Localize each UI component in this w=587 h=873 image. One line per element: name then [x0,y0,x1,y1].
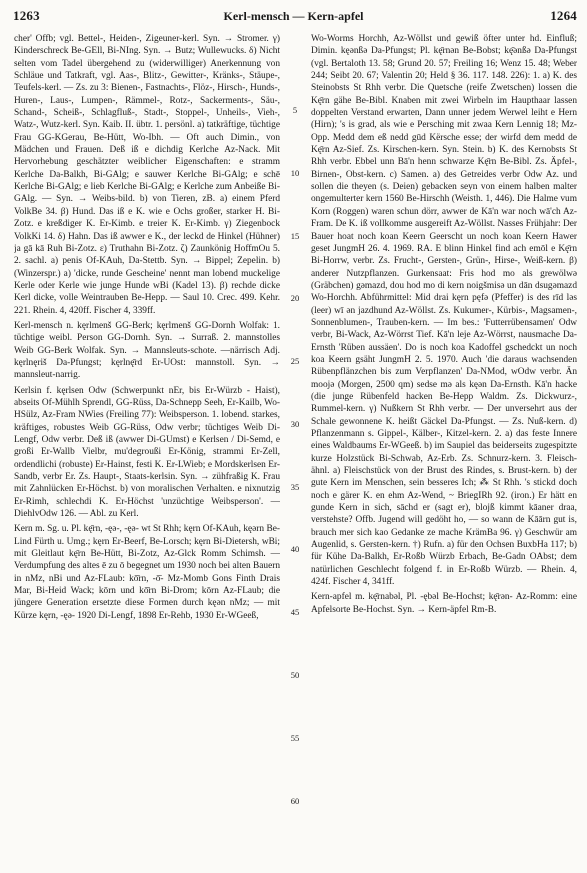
entry-kern: Kern m. Sg. u. Pl. kę̄rn, -ęə-, -ęə- wt St Rhh; kęrn Of-KAuh, kęərn Be-Lind Fürth u. Umg.; kęrn Er-Beerf, Be-Lorsch; kęrn Bi-Dietersh, wBi; mit Gleitlaut kę̄rn Be-Hütt, Bi-Zotz, Az-Glck Romm Schimsh. — Verdumpfung des altes ē zu ō begegnet um 1930 noch bei alten Bauern in nMz, nBi und Az-FLaub: kō̄rn, -ō̄- Mz-Momb Gons Finth Drais Mar, Bi-Heid Wack; kōrn und kō̄rn Bi-Drom; kōrn Az-FLaub; die jüngere Generation ersetzte diese Formen durch kęən nMz; — mit Kürze kęrn, -ęə- 1920 Di-Lengf, 1898 Er-Rehb, 1930 Er-WGeeß, [14,524,280,621]
line-number: 10 [290,168,300,178]
line-number: 15 [290,231,300,241]
entry-kern-continuation: Wo-Worms Horchh, Az-Wöllst und gewiß öfter unter hd. Einfluß; Dimin. kęənßə Da-Pfungst; Pl. kę̄rnən Be-Bobst; kę̄ənßə Da-Pfungst (vgl. Bertaloth 13. 58; Grund 20. 57; Freiling 16; Wenz 15. 48; Weber 244; Seibt 20. 67; Valentin 20; Held § 36. 117. 148. 226): 1. a) K. des Steinobsts St Rhh verbr. Die Quetsche (reife Zwetschen) lossen die Kę̄rn gähe Be-Bibl. Knaben mit zwei Wirbeln im Haupthaar lassen doppelten Verstand erwarten, Dann unner jedem Werwel leiht e Hern (Hirn); 's is grad, als wie e Persching mit zwaa Kern Lennig 18; Mz-Opp. Medd dem eß nedd gūd Kërsche esse; der wirfd dem medd de Kę̄rn Az-Sief. Zs. Kirschen-kern. Syn. Stein. b) K. des Kernobsts St Rhh verbr. Ebbel unn Bā'n henn schwarze Kę̄rn Be-Bibl. Zs. Äpfel-, Birnen-, Obst-kern. c) Samen. a) des Getreides verbr Odw Az. und sollen die theyen (s. Deien) gebacken seyn von einem halben malter ongemulterter kern 1560 Be-Hirschh (Weisth. 1, 446). Die Halme vum Korn (Roggen) waren schun dörr, awwer de Kā'n war noch wā'ch Az-Fram. De K. iß vollkomme ausgereift Az-Wöllst. Nasses Frühjahr: Der Bauer hoat noch koan Keern Geerscht un noch koan Keern Hawer geset JungmH 26. 4. 1969. RA. E blinn Hinkel find ach emōl e Kę̄rn Bi-Horrw, verbr. Zs. Frucht-, Gersten-, Grün-, Hirse-, Weiß-kern. β) anderer Nutzpflanzen. Gurkensaat: Fris hod mo als grewölwə (Gräbchen) gəmazd, dou hod mo di kern noigšmisə un dān dsugəmazd Wo-Horchh. Abführmittel: Mid drai kęrn pęfə (Pfeffer) is des rīd ləs (leer) wī ən jazdhund Az-Wöllst. Zs. Kukumer-, Kürbis-, Magsamen-, Sonnenblumen-, Trauben-kern. — Im bes.: 'Futterrübensamen' Odw verbr, Bi-Wack, Az-Wörrst Tief. Kā'n leje Az-Wörrst, nausmache Da-Ernsth 'Rüben aussäen'. Do is noch koa Kadoffel gschedckt un noch koa Keern gsäht JungmH 2. 5. 1970. Auch 'die daraus wachsenden Rübenpflänzchen bis zum Verpflanzen' Da-NMod, wOdw verbr. Än moojə (Morgen, 2500 qm) sedse mə als kęən Da-Ernsth. Kā'n hacke (die junge Rübenfeld hacken Be-Hepp Waldm. Zs. Dickwurz-, Rummel-kern. γ) Nußkern St Rhh verbr. — Der unversehrt aus der Schale gewonnene K. heißt Gäckel Da-Pfungst. — Zs. Nuß-kern. d) Pflanzenmann s. Gippel-, Kälber-, Kitzel-kern. 2. a) das feste Innere eines Waldbaums Er-WGeeß. b) im Saupiel das beiderseits zugespitzte kurze Holzstück Bi-Schwab, Az-Erb. Zs. Schnurz-kern. 3. Fleisch-ähnl. a) Fleischstück von der Brust des Rindes, s. Brust-kern. b) der gute Kern im Menschen, sein besseres Ich; ⁂ St Rhh. 's stickd doch noch e gärer K. en ehm Az-Wend, ~ BriegIRh 92. (iron.) Er hätt en gunde Kern in sich, sāchd er (sagt er), blojß kimmt kāaner draa, verstehste? Offb. Jugend will gedöht ho, — so wann de Kāārn gut is, brauch mer sich kao Gedanke ze mache KrämBa 96. γ) Geschwür am Augenlid, s. Gersten-kern. †) Rufn. a) für den Ochsen BuxbHa 117; b) für Kühe Da-Balkh, Er-Roßb Würzb Erbach, Be-Gadn OAbst; dem natürlichen Geschlecht folgend f. in Er-Roßb Würzb. — Rhein. 4, 424f. Fischer 4, 341ff. [311,34,577,588]
line-number: 40 [290,544,300,554]
right-column [311,33,577,865]
line-number: 45 [290,607,300,617]
line-number: 60 [290,796,300,806]
running-head: Kerl-mensch — Kern-apfel [223,9,364,23]
line-number: 5 [292,105,298,115]
line-number-gutter [284,33,306,873]
line-number: 30 [290,419,300,429]
page-number-left: 1263 [13,8,40,23]
entry-kern-apfel: Kern-apfel m. kę̄rnabəl, Pl. -ębəl Be-Hochst; kę̄rən- Az-Romm: eine Apfelsorte Be-Hochst. Syn. → Kern-äpfel Rm-B. [311,592,577,615]
page-number-right: 1264 [550,8,577,23]
line-number: 25 [290,356,300,366]
line-number: 55 [290,733,300,743]
line-number: 35 [290,482,300,492]
page-header [0,0,587,34]
line-number: 50 [290,670,300,680]
entry-kerl-continuation: cher' Offb; vgl. Bettel-, Heiden-, Zigeuner-kerl. Syn. → Stromer. γ) Kinderschreck Be-GEll, Bi-NIng. Syn. → Butz; Wullewucks. δ) Nicht selten vom Tadel übergehend zu (widerwilliger) Anerkennung von Schläue und Tatkraft, vgl. Aas-, Blitz-, Gewitter-, Kränks-, Stäupe-, Teufels-kerl. — Zs. zu 3: Bienen-, Fastnachts-, Flöz-, Hirsch-, Hunds-, Huren-, Laus-, Lumpen-, Rämmel-, Rotz-, Sackerments-, Säu-, Schand-, Scheiß-, Schlagfluß-, Stadt-, Stoppel-, Unheils-, Vieh-, Watz-, Wutz-kerl. Syn. Kaib. II. übtr. 1. persönl. a) tatkräftige, tüchtige Frau GG-KGerau, Be-Hütt, Wo-Ibh. — Oft auch Dimin., von Mädchen und Frauen. Deß iß e dichdig Kerlche Az-Nack. Mit Hervorhebung geschätzter weiblicher Eigenschaften: e stramm Kerlche Da-Balkh, Bi-GAlg; e sauwer Kerlche Bi-GAlg; e schē Kerlche Bi-GAlg; e lieb Kerlche Bi-GAlg; e Kerlche zum Anbeiße Bi-GAlg. — Syn. → Weibs-bild. b) von Tieren, zB. a) einem Pferd VolkBe 34. β) Hund. Das iß e K. wie e Ochs großer, starker H. Bi-Zotz. e kreßdiger K. Er-Kimb. e treier K. Er-Kimb. γ) Ziegenbock VolkKi 14. δ) Hahn. Das iß awwer e K., der leckd de Hinkel (Hühner) ja gā kā Ruh Bi-Zotz. ε) Truthahn Bi-Zotz. ζ) Zaunkönig HoffmOu 5. 2. sachl. a) penis Of-KAuh, Da-Stettb. Syn. → Bippel; Zepelin. b) (Winzerspr.) a) 'dicke, runde Gescheine' nennt man lobend muckelige Kerle oder Kerle wie junge Hunde wBi (Kadel 13). β) rechde dicke Kerl dicke, volle Weintrauben Be-Hepp. — Saul 10. Crec. 499. Kehr. 221. Rhein. 4, 420ff. Fischer 4, 339ff. [14,34,280,316]
entry-kerl-mensch: Kerl-mensch n. kęrlmenš GG-Berk; kęrlmenš GG-Dornh Wolfak: 1. tüchtige weibl. Person GG-Dornh. Syn. → Surraß. 2. mannstolles Weib GG-Berk Wolfak. Syn. → Mannsleuts-schote. —närrisch Adj. kęrlnęriš Da-Pfungst; kęrlnę̄rd Er-UOst: mannstoll. Syn. → mannsleut-narrig. [14,320,280,381]
line-number: 20 [290,293,300,303]
left-column [14,33,280,865]
entry-kerlsin: Kerlsin f. kęrlsen Odw (Schwerpunkt nEr, bis Er-Würzb - Haist), abseits Of-Mühlh Sprendl, GG-Rüss, Da-Schnepp Seeh, Er-Kailb, Wo-HSülz, Az-Fram NWies (Freiling 77): Weibsperson. 1. lobend. starkes, kräftiges, robustes Weib GG-Rüss, Odw verbr; tüchtiges Weib Di-Lengf, Odw verbr. Deß iß (awwer Di-GUmst) e Kerlsen / Di-Semd, e großi Er-Wallb Vielbr, mu'degroußi Er-König, strammi Er-Zell, ordendlichi (robuste) Er-Hainst, festi K. Er-LWieb; e Mordskerlsen Er-Sandb, verbr Er. Zs. Haupt-, Staats-kerlsin. Syn. → zühfraßig K. Frau mit Zahnlücken Er-Höchst. b) von moralischen Verhalten. e nixnutzig Er-Rimh, schlechdi K. Er-Höchst 'unzüchtige Weibsperson'. — DiehlvOdw 126. — Abl. zu Kerl. [14,385,280,520]
